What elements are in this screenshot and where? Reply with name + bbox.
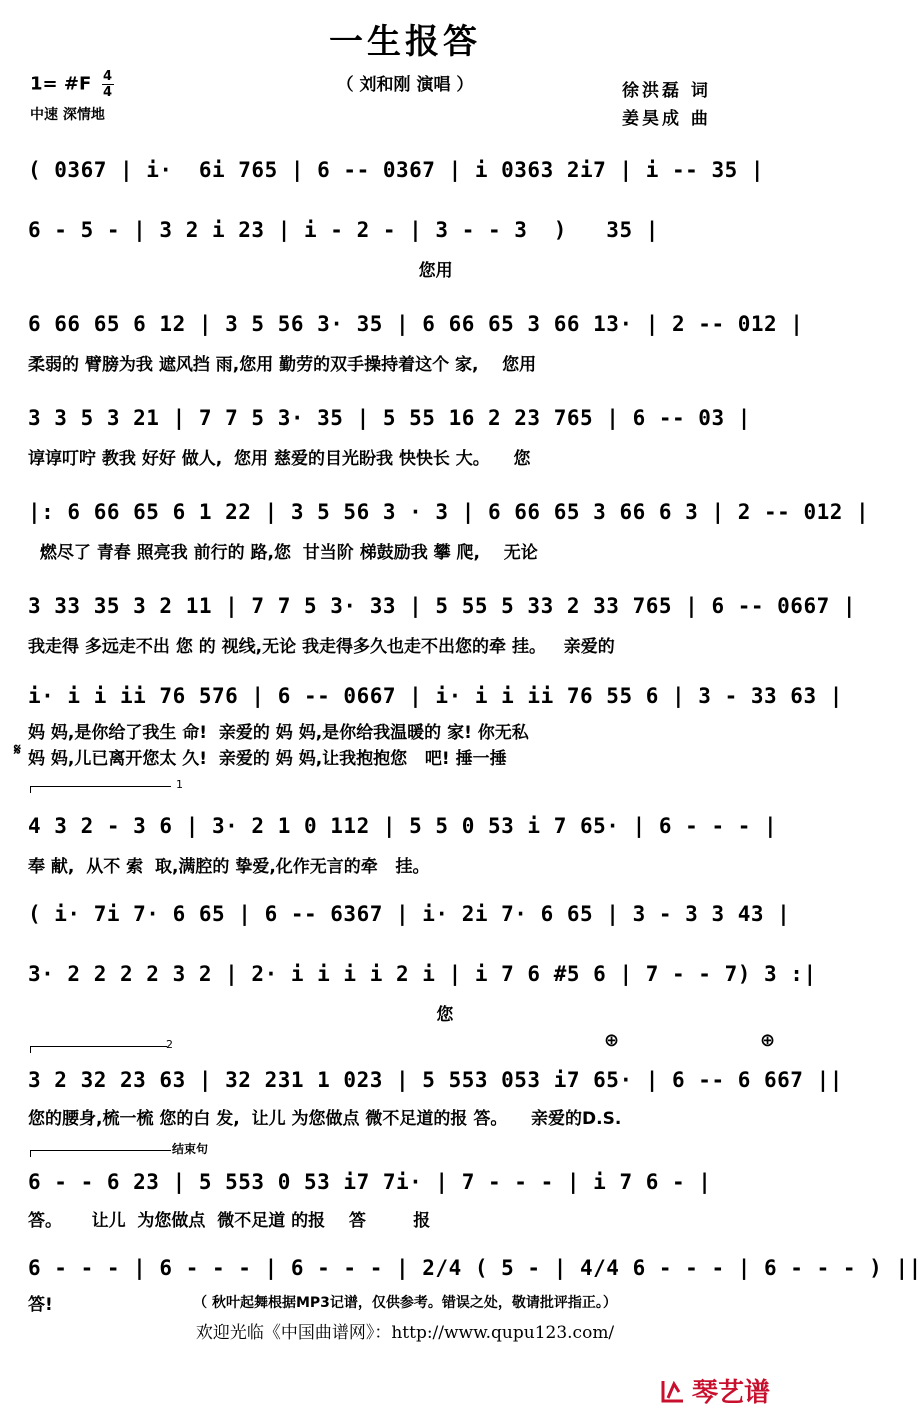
lyric-line: 奉 献, 从不 索 取,满腔的 挚爱,化作无言的牵 挂。: [28, 857, 430, 877]
score-row-9: [28, 902, 791, 926]
key-label: 1= #F: [30, 73, 92, 95]
coda-icon: ⊕: [604, 1030, 620, 1051]
time-top: 4: [103, 69, 113, 84]
volta-number-2: 2: [166, 1038, 173, 1051]
score-row-8: [28, 814, 784, 838]
volta-number-1: 1: [176, 778, 183, 791]
coda-icon: ⊕: [760, 1030, 776, 1051]
score-row-2: [28, 218, 784, 242]
lyric-line: 柔弱的 臂膀为我 遮风挡 雨,您用 勤劳的双手操持着这个 家, 您用: [28, 355, 537, 375]
notation-line: ( i· 7i 7· 6 65 | 6 -- 6367 | i· 2i 7· 6 65 | 3 - 3 3 43 |: [28, 902, 791, 926]
lyric-line: 答。 让儿 为您做点 微不足道 的报 答 报: [28, 1211, 431, 1231]
notation-line: 4 3 2 - 3 6 | 3· 2 1 0 112 | 5 5 0 53 i 7 65· | 6 - - - |: [28, 814, 778, 838]
transcriber-note: （ 秋叶起舞根据MP3记谱，仅供参考。错误之处，敬请批评指正。）: [193, 1295, 617, 1311]
composer-credit: 姜昊成 曲: [622, 109, 711, 129]
lyric-line-verse-1: 妈 妈,是你给了我生 命! 亲爱的 妈 妈,是你给我温暖的 家! 你无私: [28, 723, 529, 743]
notation-line: 3 33 35 3 2 11 | 7 7 5 3· 33 | 5 55 5 33 2 33 765 | 6 -- 0667 |: [28, 594, 857, 618]
logo-mark-icon: [660, 1378, 686, 1404]
volta-bracket-1: [30, 786, 171, 793]
lyric-line: 您: [28, 1005, 454, 1025]
volta-bracket-2: [30, 1046, 167, 1053]
notation-line: 6 - - 6 23 | 5 553 0 53 i7 7i· | 7 - - - | i 7 6 - |: [28, 1170, 712, 1194]
score-row-11: [28, 1068, 843, 1092]
score-row-12: [28, 1170, 784, 1194]
notation-line: 3· 2 2 2 2 3 2 | 2· i i i i 2 i | i 7 6 #5 6 | 7 - - 7) 3 :|: [28, 962, 817, 986]
score-row-3: [28, 312, 804, 336]
lyric-line: 谆谆叮咛 教我 好好 做人, 您用 慈爱的目光盼我 快快长 大。 您: [28, 449, 531, 469]
logo-text: 琴艺谱: [692, 1378, 771, 1408]
lyric-line: 答!: [28, 1295, 53, 1315]
tempo-marking: 中速 深情地: [30, 107, 105, 123]
time-signature: [102, 70, 114, 99]
score-row-1: [28, 158, 784, 182]
score-row-5: [28, 500, 870, 524]
singer-credit: （ 刘和刚 演唱 ）: [336, 75, 474, 95]
notation-line: |: 6 66 65 6 1 22 | 3 5 56 3 · 3 | 6 66 65 3 66 6 3 | 2 -- 012 |: [28, 500, 870, 524]
score-row-4: [28, 406, 784, 430]
ending-bracket: [30, 1150, 171, 1157]
score-row-7: [28, 684, 843, 708]
score-row-13: [28, 1256, 922, 1280]
lyricist-credit: 徐洪磊 词: [622, 81, 711, 101]
lyric-line: 您用: [28, 261, 453, 281]
ending-label: 结束句: [172, 1142, 209, 1156]
website-credit: 欢迎光临《中国曲谱网》：http://www.qupu123.com/: [195, 1323, 615, 1343]
lyric-line: 燃尽了 青春 照亮我 前行的 路,您 甘当阶 梯鼓励我 攀 爬, 无论: [28, 543, 538, 563]
notation-line: 6 - - - | 6 - - - | 6 - - - | 2/4 ( 5 - | 4/4 6 - - - | 6 - - - ) ||: [28, 1256, 922, 1280]
notation-line: 3 3 5 3 21 | 7 7 5 3· 35 | 5 55 16 2 23 765 | 6 -- 03 |: [28, 406, 751, 430]
notation-line: i· i i ii 76 576 | 6 -- 0667 | i· i i ii 76 55 6 | 3 - 33 63 |: [28, 684, 843, 708]
score-row-6: [28, 594, 857, 618]
lyric-line-verse-2: 妈 妈,儿已离开您太 久! 亲爱的 妈 妈,让我抱抱您 吧! 捶一捶: [28, 749, 507, 769]
notation-line: ( 0367 | i· 6i 765 | 6 -- 0367 | i 0363 2i7 | i -- 35 |: [28, 158, 765, 182]
lyric-line: 您的腰身,梳一梳 您的白 发, 让儿 为您做点 微不足道的报 答。 亲爱的D.S.: [28, 1109, 622, 1129]
lyric-line: 我走得 多远走不出 您 的 视线,无论 我走得多久也走不出您的牵 挂。 亲爱的: [28, 637, 615, 657]
notation-line: 6 66 65 6 12 | 3 5 56 3· 35 | 6 66 65 3 66 13· | 2 -- 012 |: [28, 312, 804, 336]
song-title: 一生报答: [329, 22, 481, 62]
key-signature: [30, 70, 114, 99]
score-row-10: [28, 962, 817, 986]
notation-line: 3 2 32 23 63 | 32 231 1 023 | 5 553 053 i7 65· | 6 -- 6 667 ||: [28, 1068, 843, 1092]
site-logo: [660, 1372, 770, 1409]
segno-icon: 𝄋: [14, 740, 21, 759]
notation-line: 6 - 5 - | 3 2 i 23 | i - 2 - | 3 - - 3 ) 35 |: [28, 218, 659, 242]
time-bottom: 4: [103, 85, 113, 100]
